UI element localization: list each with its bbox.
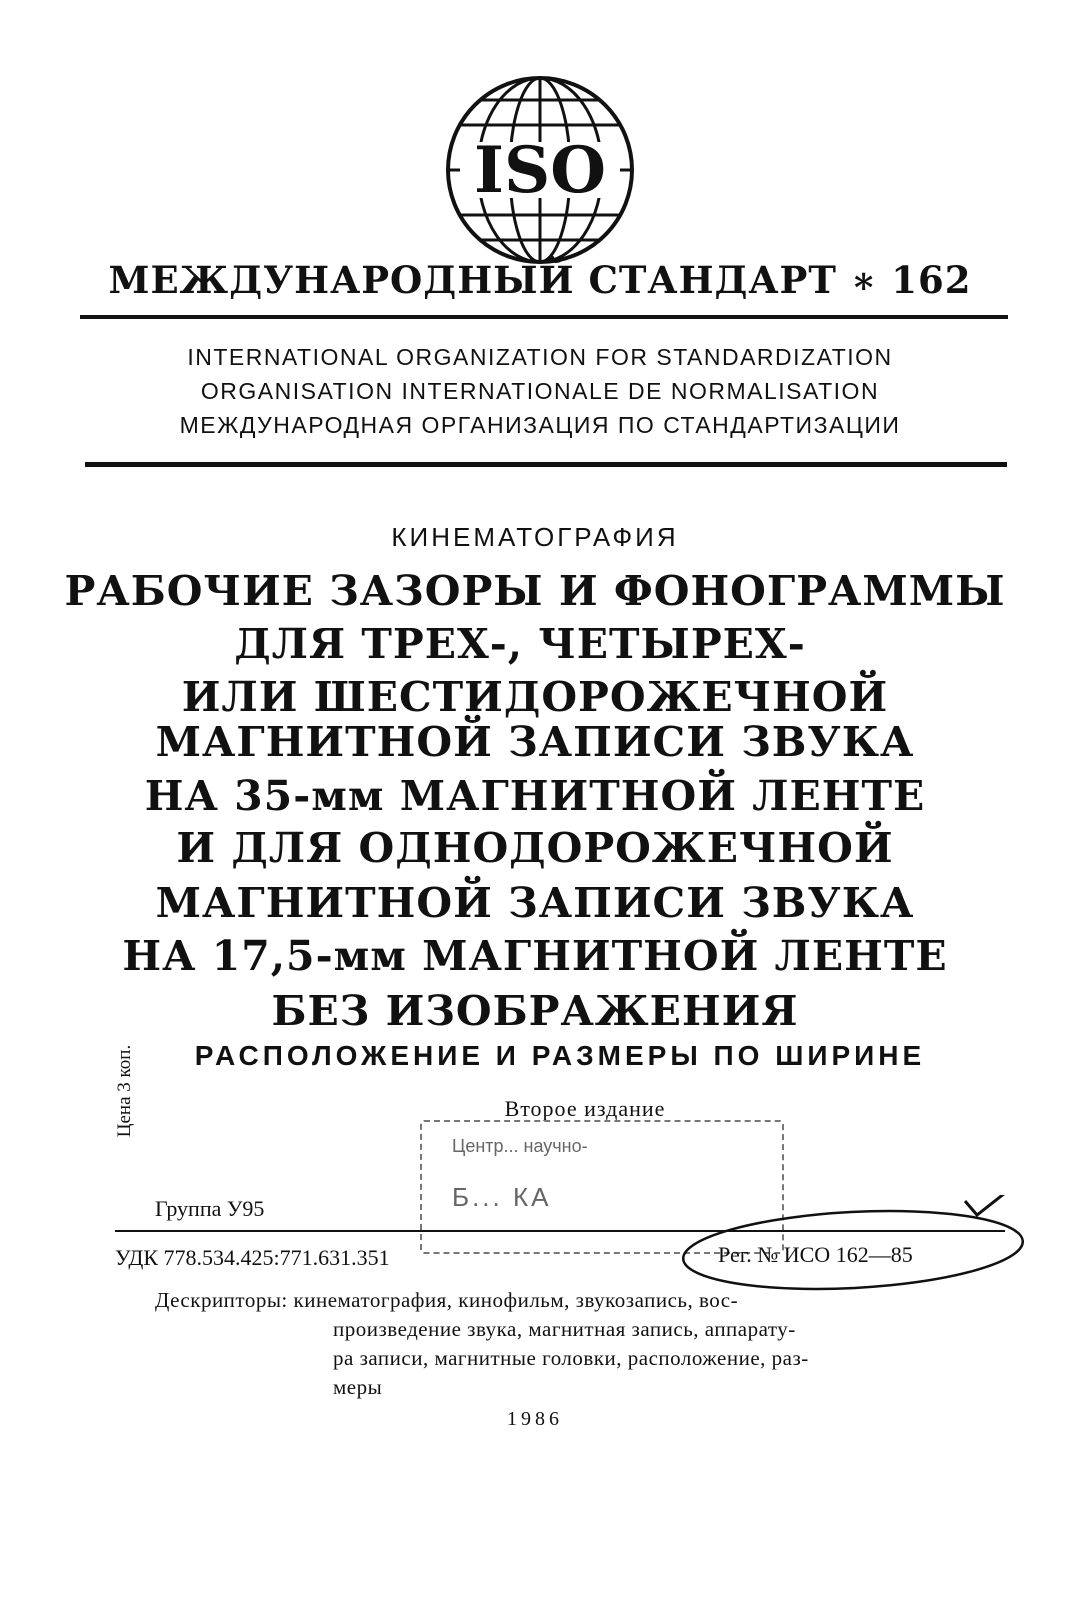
title-line-3: ИЛИ ШЕСТИДОРОЖЕЧНОЙ (181, 673, 889, 721)
org-russian: МЕЖДУНАРОДНАЯ ОРГАНИЗАЦИЯ ПО СТАНДАРТИЗАЦИИ (179, 412, 901, 438)
org-rule (85, 462, 1007, 467)
title-line-1: РАБОЧИЕ ЗАЗОРЫ И ФОНОГРАММЫ (64, 567, 1006, 615)
iso-logo (440, 70, 640, 270)
stamp-line-1: Центр... научно- (452, 1136, 588, 1156)
subtitle: РАСПОЛОЖЕНИЕ И РАЗМЕРЫ ПО ШИРИНЕ (194, 1040, 926, 1071)
title-line-2: ДЛЯ ТРЕХ-, ЧЕТЫРЕХ- (234, 620, 806, 668)
price: Цена 3 коп. (114, 1044, 135, 1138)
title-line-5: НА 35-мм МАГНИТНОЙ ЛЕНТЕ (144, 772, 926, 820)
descriptors-line-1: кинематография, кинофильм, звукозапись, вос- (293, 1288, 739, 1312)
title-line-8: НА 17,5-мм МАГНИТНОЙ ЛЕНТЕ (122, 932, 948, 980)
stamp-line-2: Б... КА (452, 1182, 552, 1212)
title-line-4: МАГНИТНОЙ ЗАПИСИ ЗВУКА (155, 718, 915, 766)
org-french: ORGANISATION INTERNATIONALE DE NORMALISATION (200, 378, 880, 404)
standard-title: МЕЖДУНАРОДНЫЙ СТАНДАРТ ∗ 162 (108, 258, 972, 302)
category: КИНЕМАТОГРАФИЯ (391, 522, 679, 552)
top-rule (80, 315, 1008, 319)
descriptors (155, 1286, 1015, 1402)
title-line-6: И ДЛЯ ОДНОДОРОЖЕЧНОЙ (176, 824, 894, 872)
udc: УДК 778.534.425:771.631.351 (115, 1245, 390, 1270)
descriptors-line-2: произведение звука, магнитная запись, аппарату- (333, 1317, 796, 1341)
title-line-7: МАГНИТНОЙ ЗАПИСИ ЗВУКА (155, 879, 915, 927)
descriptors-label: Дескрипторы: (155, 1288, 288, 1312)
descriptors-line-3: ра записи, магнитные головки, расположение, раз- (333, 1346, 809, 1370)
descriptors-line-4: меры (333, 1375, 383, 1399)
group: Группа У95 (155, 1196, 265, 1221)
reg-number: Рег. № ИСО 162—85 (718, 1242, 913, 1267)
year: 1986 (507, 1408, 563, 1430)
iso-logo-text: ISO (474, 133, 606, 208)
title-line-9: БЕЗ ИЗОБРАЖЕНИЯ (271, 987, 799, 1035)
org-english: INTERNATIONAL ORGANIZATION FOR STANDARDIZATION (187, 344, 893, 370)
edition: Второе издание (504, 1096, 666, 1121)
